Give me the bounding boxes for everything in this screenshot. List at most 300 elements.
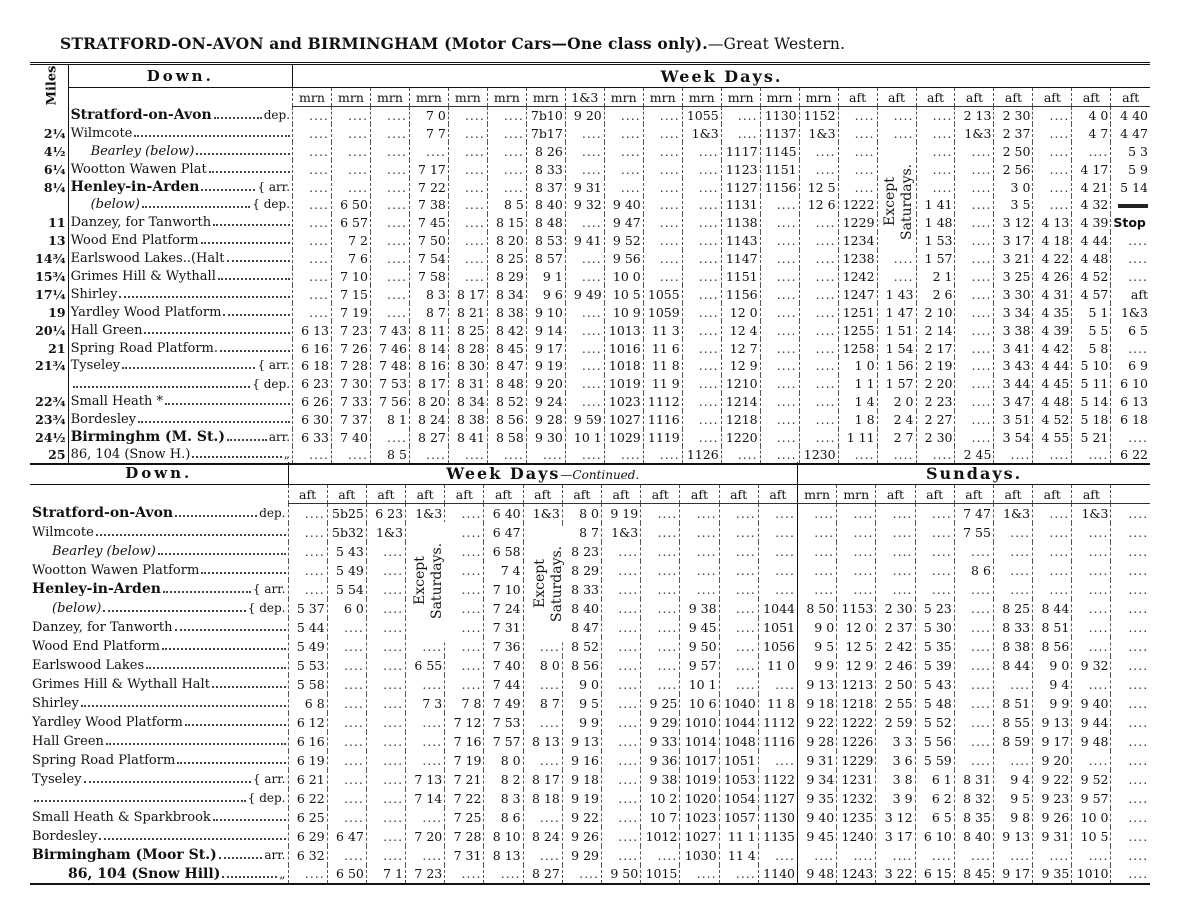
time-cell (641, 580, 680, 599)
station-cell (68, 160, 292, 178)
time-cell: 5 56 (915, 732, 954, 751)
time-cell: 3 22 (876, 865, 915, 884)
time-cell: 7 53 (484, 713, 523, 732)
time-cell: 5 48 (915, 694, 954, 713)
time-cell (955, 339, 994, 357)
time-cell (758, 561, 797, 580)
time-cell: 9 5 (562, 694, 601, 713)
station-cell (30, 656, 288, 675)
time-cell: 8 27 (409, 429, 448, 447)
time-cell: 8 31 (954, 770, 993, 789)
leader-dots (122, 359, 255, 369)
time-cell: 4 39 (1072, 214, 1111, 232)
time-cell: 6 30 (293, 411, 332, 429)
time-cell (1111, 429, 1150, 447)
time-cell (1111, 770, 1150, 789)
time-cell (409, 142, 448, 160)
timetable-row (30, 865, 1150, 884)
miles-value: 13 (30, 232, 68, 250)
time-cell: 4 52 (1033, 411, 1072, 429)
time-cell: 1127 (721, 178, 760, 196)
station-cell (68, 178, 292, 196)
time-cell (955, 250, 994, 268)
time-cell (682, 411, 721, 429)
time-cell: 2 37 (876, 618, 915, 637)
time-cell (682, 268, 721, 286)
time-cell (876, 561, 915, 580)
time-cell (721, 124, 760, 142)
timetable-row (30, 339, 1150, 357)
time-cell: 6 9 (1111, 357, 1150, 375)
arr-dep-label: arr. (268, 430, 291, 445)
miles-header: Miles (30, 64, 68, 107)
time-cell: 11 1 (719, 827, 758, 846)
column-header: aft (876, 485, 915, 504)
station-column-header (30, 485, 288, 504)
time-cell (602, 789, 641, 808)
time-cell: 8 3 (484, 789, 523, 808)
time-cell (602, 637, 641, 656)
time-cell (293, 285, 332, 303)
except-saturdays-note: Except Saturdays. (412, 522, 448, 640)
time-cell: 8 17 (448, 285, 487, 303)
time-cell: 1019 (680, 770, 719, 789)
time-cell: 3 3 (876, 732, 915, 751)
time-cell: 1 56 (877, 357, 916, 375)
arr-dep-label: { dep. (252, 376, 291, 391)
time-cell: 1056 (758, 637, 797, 656)
time-cell (876, 523, 915, 542)
time-cell: 2 55 (876, 694, 915, 713)
time-cell: 7 4 (484, 561, 523, 580)
time-cell (448, 268, 487, 286)
time-cell (327, 808, 366, 827)
time-cell: 1023 (680, 808, 719, 827)
time-cell: 1222 (837, 713, 876, 732)
time-cell: 12 6 (799, 196, 838, 214)
time-cell (366, 637, 405, 656)
time-cell: 8 5 (370, 446, 409, 464)
time-cell: 5 21 (1072, 429, 1111, 447)
time-cell (993, 846, 1032, 865)
timetable-row (30, 580, 1150, 599)
time-cell (1072, 751, 1111, 770)
time-cell (293, 124, 332, 142)
time-cell: 5 11 (1072, 375, 1111, 393)
time-cell: 1051 (758, 618, 797, 637)
station-column-header (68, 88, 292, 107)
time-cell: 1 8 (838, 411, 877, 429)
time-cell: 3 51 (994, 411, 1033, 429)
time-cell: 4 18 (1033, 232, 1072, 250)
time-cell: 4 35 (1033, 303, 1072, 321)
station-cell (30, 523, 288, 542)
time-cell (916, 160, 955, 178)
time-cell (758, 523, 797, 542)
time-cell: 1&3 (682, 124, 721, 142)
time-cell (523, 675, 562, 694)
arr-dep-label: { dep. (247, 600, 286, 615)
time-cell: 2 50 (994, 142, 1033, 160)
time-cell: 3 9 (876, 789, 915, 808)
time-cell (293, 178, 332, 196)
time-cell (366, 751, 405, 770)
time-cell (604, 124, 643, 142)
time-cell: 2 42 (876, 637, 915, 656)
time-cell (366, 561, 405, 580)
time-cell (837, 580, 876, 599)
time-cell: 9 0 (562, 675, 601, 694)
time-cell: 1 0 (838, 357, 877, 375)
time-cell: 6 29 (288, 827, 327, 846)
time-cell: 1055 (643, 285, 682, 303)
time-cell (719, 523, 758, 542)
time-cell: 6 26 (293, 393, 332, 411)
time-cell (445, 618, 484, 637)
time-cell: 9 23 (1033, 789, 1072, 808)
time-cell: 9 35 (797, 789, 836, 808)
time-cell: 9 0 (1033, 656, 1072, 675)
time-cell (641, 846, 680, 865)
time-cell: 9 52 (604, 232, 643, 250)
leader-dots (119, 288, 290, 298)
time-cell (366, 808, 405, 827)
station-cell (30, 846, 288, 865)
time-cell: 2 17 (916, 339, 955, 357)
leader-dots (222, 868, 277, 878)
station-cell (30, 789, 288, 808)
time-cell: 5 54 (327, 580, 366, 599)
time-cell (1111, 732, 1150, 751)
time-cell: 7 30 (331, 375, 370, 393)
time-cell (838, 160, 877, 178)
time-cell: 6 8 (288, 694, 327, 713)
time-cell: 1123 (721, 160, 760, 178)
leader-dots (158, 545, 286, 555)
time-cell (641, 542, 680, 561)
timetable-row (30, 656, 1150, 675)
time-cell (955, 303, 994, 321)
time-cell: 8 7 (409, 303, 448, 321)
time-cell: 1 41 (916, 196, 955, 214)
time-cell: 8 56 (487, 411, 526, 429)
time-cell (487, 178, 526, 196)
timetable-row (30, 250, 1150, 268)
time-cell (1111, 808, 1150, 827)
station-cell (30, 580, 288, 599)
arr-dep-label: dep. (263, 108, 291, 123)
time-cell: 6 16 (293, 339, 332, 357)
time-cell: 7 45 (409, 214, 448, 232)
time-cell: 9 28 (526, 411, 565, 429)
time-cell (370, 268, 409, 286)
station-cell (30, 713, 288, 732)
time-cell (876, 580, 915, 599)
timetable-row (30, 303, 1150, 321)
time-cell: 12 0 (721, 303, 760, 321)
time-cell (604, 142, 643, 160)
time-cell (366, 542, 405, 561)
time-cell: 9 25 (641, 694, 680, 713)
time-cell: 8 51 (993, 694, 1032, 713)
time-cell (877, 268, 916, 286)
time-cell (370, 250, 409, 268)
time-cell (758, 751, 797, 770)
time-cell (760, 393, 799, 411)
time-cell: 10 5 (604, 285, 643, 303)
time-cell (604, 107, 643, 125)
time-cell (1072, 142, 1111, 160)
column-header: mrn (643, 88, 682, 107)
arr-dep-label: { dep. (252, 197, 291, 212)
time-cell (370, 160, 409, 178)
time-cell: 1&3 (799, 124, 838, 142)
time-cell: 1 51 (877, 321, 916, 339)
time-cell: 1232 (837, 789, 876, 808)
time-cell (331, 178, 370, 196)
time-cell (719, 675, 758, 694)
time-cell: 1010 (1072, 865, 1111, 884)
time-cell (760, 214, 799, 232)
time-cell: 1145 (760, 142, 799, 160)
time-cell: 9 18 (562, 770, 601, 789)
station-name: Shirley (32, 695, 79, 711)
time-cell (837, 523, 876, 542)
leader-dots (96, 526, 286, 536)
time-cell (448, 214, 487, 232)
time-cell: 8 14 (409, 339, 448, 357)
time-cell (682, 357, 721, 375)
time-cell (1072, 675, 1111, 694)
time-cell (293, 160, 332, 178)
column-header: mrn (293, 88, 332, 107)
station-name: Henley-in-Arden (70, 179, 200, 195)
time-cell: 1117 (721, 142, 760, 160)
time-cell: 6 18 (293, 357, 332, 375)
time-cell: 1210 (721, 375, 760, 393)
time-cell: 9 31 (565, 178, 604, 196)
time-cell: 1027 (604, 411, 643, 429)
time-cell (838, 107, 877, 125)
time-cell: 9 24 (526, 393, 565, 411)
time-cell (955, 232, 994, 250)
station-cell (30, 675, 288, 694)
time-cell (602, 713, 641, 732)
time-cell: 1238 (838, 250, 877, 268)
time-cell: 1 4 (838, 393, 877, 411)
time-cell: 9 40 (1072, 694, 1111, 713)
time-cell: 6 25 (288, 808, 327, 827)
time-cell (604, 160, 643, 178)
column-header: mrn (797, 485, 836, 504)
time-cell (955, 196, 994, 214)
time-cell: 1230 (799, 446, 838, 464)
time-cell: 1156 (721, 285, 760, 303)
time-cell (954, 751, 993, 770)
time-cell: 9 49 (565, 285, 604, 303)
time-cell: 8 10 (484, 827, 523, 846)
timetable-row (30, 196, 1150, 214)
time-cell (1111, 196, 1150, 214)
time-cell (877, 107, 916, 125)
time-cell (327, 656, 366, 675)
station-cell (68, 393, 292, 411)
station-cell (68, 107, 292, 125)
miles-value: 21 (30, 339, 68, 357)
time-cell: 8 20 (487, 232, 526, 250)
time-cell: Stop (1111, 214, 1150, 232)
time-cell: 7 20 (406, 827, 445, 846)
time-cell (327, 618, 366, 637)
time-cell: 3 34 (994, 303, 1033, 321)
time-cell (916, 107, 955, 125)
time-cell: 1 54 (877, 339, 916, 357)
time-cell: 1122 (758, 770, 797, 789)
station-name: Spring Road Platform. (70, 340, 218, 356)
time-cell (993, 542, 1032, 561)
time-cell: 1218 (837, 694, 876, 713)
time-cell (445, 675, 484, 694)
column-header: aft (562, 485, 601, 504)
time-cell (523, 808, 562, 827)
time-cell (370, 232, 409, 250)
leader-dots (73, 378, 251, 388)
column-header: mrn (721, 88, 760, 107)
station-cell (30, 561, 288, 580)
time-cell: 1147 (721, 250, 760, 268)
time-cell (719, 504, 758, 523)
time-cell: 6 1 (915, 770, 954, 789)
time-cell: 1018 (604, 357, 643, 375)
time-cell (799, 429, 838, 447)
timetable-row (30, 694, 1150, 713)
time-cell: 9 45 (797, 827, 836, 846)
time-cell (916, 124, 955, 142)
time-cell: 8 33 (526, 160, 565, 178)
miles-value: 6¼ (30, 160, 68, 178)
station-name: Birmingham (Moor St.) (32, 847, 217, 863)
time-cell (1033, 142, 1072, 160)
time-cell: 1 57 (877, 375, 916, 393)
time-cell (327, 675, 366, 694)
time-cell: 8 38 (487, 303, 526, 321)
time-cell: 3 12 (876, 808, 915, 827)
station-cell (30, 618, 288, 637)
time-cell (366, 789, 405, 808)
time-cell (915, 580, 954, 599)
time-cell: 6 47 (327, 827, 366, 846)
leader-dots (220, 342, 290, 352)
time-cell (1111, 751, 1150, 770)
time-cell (1033, 846, 1072, 865)
time-cell: 7 28 (331, 357, 370, 375)
time-cell: 9 20 (526, 375, 565, 393)
time-cell: 1014 (680, 732, 719, 751)
time-cell: 1&3 (523, 504, 562, 523)
time-cell: 1247 (838, 285, 877, 303)
time-cell (760, 232, 799, 250)
time-cell (448, 107, 487, 125)
timetable-row (30, 618, 1150, 637)
time-cell (1111, 580, 1150, 599)
time-cell (682, 178, 721, 196)
time-cell (487, 142, 526, 160)
time-cell: 7 47 (954, 504, 993, 523)
time-cell: 8 56 (1033, 637, 1072, 656)
time-cell: 7 10 (484, 580, 523, 599)
time-cell (954, 637, 993, 656)
station-cell (68, 321, 292, 339)
time-cell: 7b17 (526, 124, 565, 142)
except-saturdays-note: Except Saturdays. (882, 152, 916, 252)
time-cell: 1044 (719, 713, 758, 732)
time-cell: 7 1 (366, 865, 405, 884)
time-cell: 8 45 (487, 339, 526, 357)
station-cell (68, 339, 292, 357)
time-cell (487, 160, 526, 178)
time-cell: 7 16 (445, 732, 484, 751)
time-cell (641, 618, 680, 637)
time-cell: 8 18 (523, 789, 562, 808)
time-cell: 11 9 (643, 375, 682, 393)
time-cell: 9 9 (562, 713, 601, 732)
timetable-row (30, 393, 1150, 411)
time-cell: 7 6 (331, 250, 370, 268)
time-cell (954, 656, 993, 675)
time-cell: 7 19 (331, 303, 370, 321)
time-cell (680, 504, 719, 523)
time-cell (719, 618, 758, 637)
miles-value: 25 (30, 446, 68, 464)
time-cell: 1 57 (916, 250, 955, 268)
time-cell: 8 47 (487, 357, 526, 375)
time-cell (682, 232, 721, 250)
time-cell: 11 4 (719, 846, 758, 865)
leader-dots (209, 163, 290, 173)
time-cell: 7 36 (484, 637, 523, 656)
time-cell: 7 13 (406, 770, 445, 789)
time-cell: 4 26 (1033, 268, 1072, 286)
time-cell: 9 31 (1033, 827, 1072, 846)
time-cell (915, 504, 954, 523)
time-cell (837, 846, 876, 865)
leader-dots (201, 234, 290, 244)
time-cell (445, 542, 484, 561)
time-cell: 7 2 (331, 232, 370, 250)
station-cell (30, 827, 288, 846)
time-cell: 5 53 (288, 656, 327, 675)
time-cell: 10 9 (604, 303, 643, 321)
column-header: 1&3 (565, 88, 604, 107)
station-cell (68, 214, 292, 232)
time-cell: 1 43 (877, 285, 916, 303)
time-cell: 1053 (719, 770, 758, 789)
time-cell (760, 321, 799, 339)
time-cell: 2 10 (916, 303, 955, 321)
time-cell: 6 57 (331, 214, 370, 232)
time-cell: 7 37 (331, 411, 370, 429)
time-cell: 5 58 (288, 675, 327, 694)
time-cell: 9 29 (562, 846, 601, 865)
time-cell: 3 8 (876, 770, 915, 789)
time-cell (602, 580, 641, 599)
time-cell (1033, 196, 1072, 214)
time-cell: 8 51 (1033, 618, 1072, 637)
time-cell: 1020 (680, 789, 719, 808)
time-cell (1072, 561, 1111, 580)
column-header: aft (916, 88, 955, 107)
time-cell (799, 393, 838, 411)
